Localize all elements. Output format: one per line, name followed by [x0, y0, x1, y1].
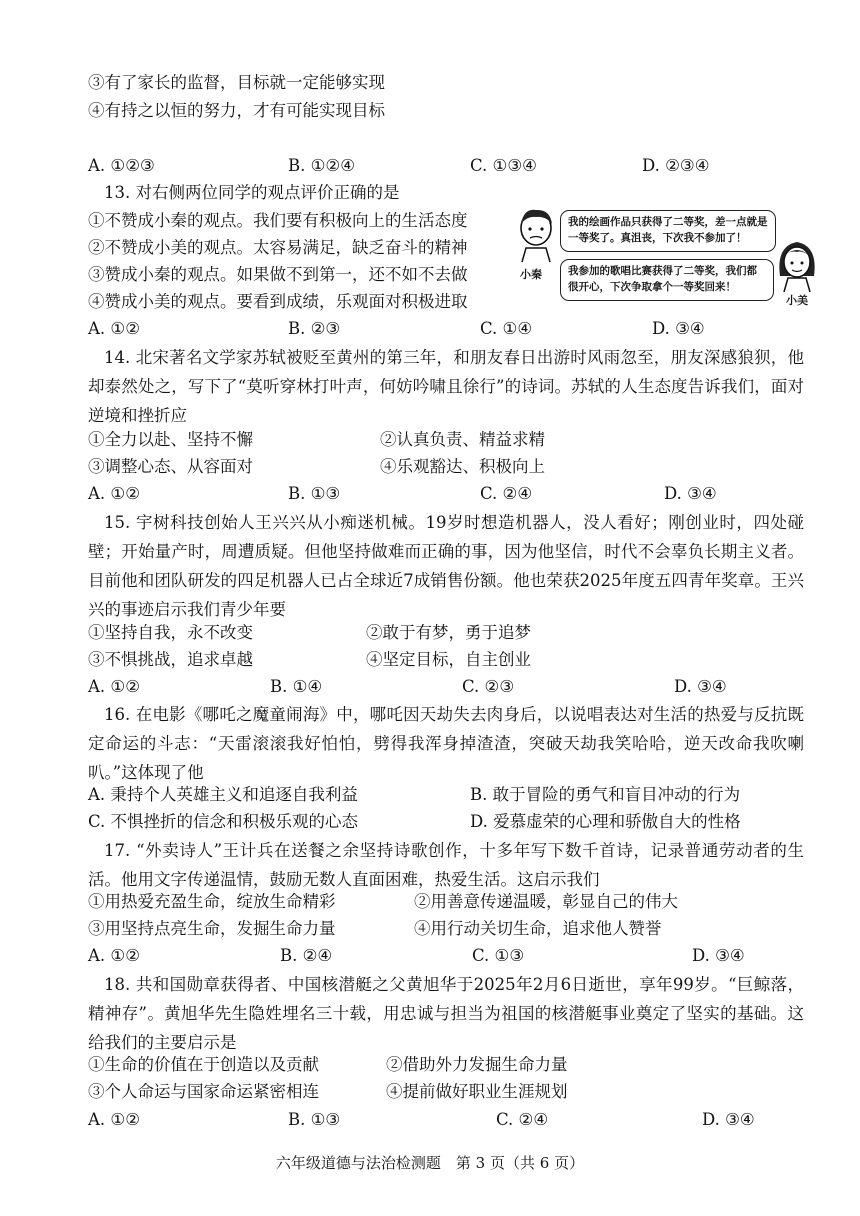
q17-item-1: ①用热爱充盈生命，绽放生命精彩	[88, 892, 336, 911]
q13-option-a: A. ①②	[88, 319, 140, 338]
label-xiaomei: 小美	[786, 294, 808, 307]
q15-option-a: A. ①②	[88, 677, 140, 696]
q17-option-d: D. ③④	[692, 946, 745, 965]
q18-item-1: ①生命的价值在于创造以及贡献	[88, 1055, 319, 1074]
speech-bubble-xiaomei: 我参加的歌唱比赛获得了二等奖，我们都很开心，下次争取拿个一等奖回来！	[560, 259, 774, 301]
q12-item-2: ③有了家长的监督，目标就一定能够实现	[88, 73, 385, 92]
q12-option-c: C. ①③④	[470, 156, 537, 175]
q17-item-2: ②用善意传递温暖，彰显自己的伟大	[414, 892, 678, 911]
q16-option-d: D. 爱慕虚荣的心理和骄傲自大的性格	[470, 812, 741, 831]
q13-item-4: ④赞成小美的观点。要看到成绩，乐观面对积极进取	[88, 292, 468, 311]
q17-stem: 17. “外卖诗人”王计兵在送餐之余坚持诗歌创作，十多年写下数千首诗，记录普通劳动者的生活。他用文字传递温情，鼓励无数人直面困难，热爱生活。这启示我们	[88, 841, 804, 889]
page-footer: 六年级道德与法治检测题 第 3 页（共 6 页）	[275, 1154, 585, 1172]
q15-option-c: C. ②③	[462, 677, 515, 696]
q15-item-3: ③不惧挑战，追求卓越	[88, 650, 253, 669]
q18-option-c: C. ②④	[496, 1110, 549, 1129]
q14-item-2: ②认真负责、精益求精	[380, 430, 545, 449]
girl-cartoon-icon	[772, 236, 822, 292]
q17-item-4: ④用行动关切生命，追求他人赞誉	[414, 919, 662, 938]
q14-item-4: ④乐观豁达、积极向上	[380, 457, 545, 476]
q15-option-d: D. ③④	[674, 677, 727, 696]
q15-stem: 15. 宇树科技创始人王兴兴从小痴迷机械。19岁时想造机器人，没人看好；刚创业时，四处碰壁；开始量产时，周遭质疑。但他坚持做难而正确的事，因为他坚信，时代不会辜负长期主义者。目前他和团队研发的四足机器人已占全球近7成销售份额。他也荣获2025年度五四青年奖章。王兴兴的事迹启示我们青少年要	[88, 513, 804, 619]
q18-item-3: ③个人命运与国家命运紧密相连	[88, 1082, 319, 1101]
q15-item-1: ①坚持自我，永不改变	[88, 623, 253, 642]
q12-option-b: B. ①②④	[288, 156, 355, 175]
q14-stem: 14. 北宋著名文学家苏轼被贬至黄州的第三年，和朋友春日出游时风雨忽至，朋友深感狼狈，他却泰然处之，写下了“莫听穿林打叶声，何妨吟啸且徐行”的诗词。苏轼的人生态度告诉我们，面对逆境和挫折应	[88, 348, 804, 425]
q14-item-1: ①全力以赴、坚持不懈	[88, 430, 253, 449]
q13-stem: 13. 对右侧两位同学的观点评价正确的是	[104, 183, 400, 202]
q18-option-d: D. ③④	[702, 1110, 755, 1129]
q12-option-d: D. ②③④	[642, 156, 710, 175]
q16-option-a: A. 秉持个人英雄主义和追逐自我利益	[88, 785, 358, 804]
q14-option-c: C. ②④	[480, 484, 533, 503]
q15-option-b: B. ①④	[270, 677, 323, 696]
q17-option-b: B. ②④	[280, 946, 333, 965]
boy-cartoon-icon	[512, 206, 560, 264]
q14-option-a: A. ①②	[88, 484, 140, 503]
q13-item-2: ②不赞成小美的观点。太容易满足，缺乏奋斗的精神	[88, 238, 468, 257]
q16-stem: 16. 在电影《哪吒之魔童闹海》中，哪吒因天劫失去肉身后，以说唱表达对生活的热爱与反抗既定命运的斗志：“天雷滚滚我好怕怕，劈得我浑身掉渣渣，突破天劫我笑哈哈，逆天改命我吹喇叭。”这体现了他	[88, 705, 804, 782]
q18-stem: 18. 共和国勋章获得者、中国核潜艇之父黄旭华于2025年2月6日逝世，享年99岁。“巨鲸落，精神存”。黄旭华先生隐姓埋名三十载，用忠诚与担当为祖国的核潜艇事业奠定了坚实的基础。这给我们的主要启示是	[88, 975, 804, 1052]
q15-item-4: ④坚定目标，自主创业	[366, 650, 531, 669]
q12-option-a: A. ①②③	[88, 156, 155, 175]
q14-option-d: D. ③④	[664, 484, 717, 503]
q15-item-2: ②敢于有梦，勇于追梦	[366, 623, 531, 642]
q13-option-b: B. ②③	[288, 319, 341, 338]
q17-item-3: ③用坚持点亮生命，发掘生命力量	[88, 919, 336, 938]
q13-option-d: D. ③④	[652, 319, 705, 338]
speech-bubble-xiaoqin: 我的绘画作品只获得了二等奖，差一点就是一等奖了。真沮丧，下次我不参加了！	[560, 210, 776, 252]
q17-option-c: C. ①③	[472, 946, 525, 965]
q13-item-1: ①不赞成小秦的观点。我们要有积极向上的生活态度	[88, 211, 468, 230]
q18-option-b: B. ①③	[288, 1110, 341, 1129]
q16-option-c: C. 不惧挫折的信念和积极乐观的心态	[88, 812, 359, 831]
q18-item-4: ④提前做好职业生涯规划	[386, 1082, 568, 1101]
q17-option-a: A. ①②	[88, 946, 140, 965]
q12-item-3: ④有持之以恒的努力，才有可能实现目标	[88, 101, 385, 120]
q14-item-3: ③调整心态、从容面对	[88, 457, 253, 476]
q18-item-2: ②借助外力发掘生命力量	[386, 1055, 568, 1074]
q16-option-b: B. 敢于冒险的勇气和盲目冲动的行为	[470, 785, 741, 804]
q14-option-b: B. ①③	[288, 484, 341, 503]
q18-option-a: A. ①②	[88, 1110, 140, 1129]
label-xiaoqin: 小秦	[520, 268, 542, 281]
q13-item-3: ③赞成小秦的观点。如果做不到第一，还不如不去做	[88, 265, 468, 284]
q13-option-c: C. ①④	[480, 319, 533, 338]
